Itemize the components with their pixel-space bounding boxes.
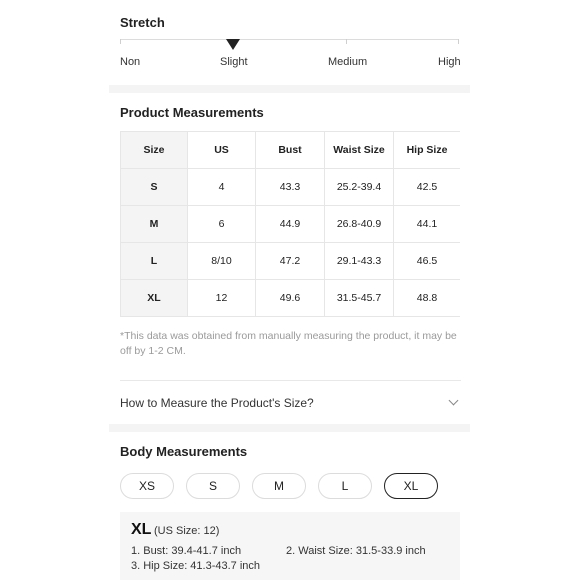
stretch-level-high: High <box>438 56 461 68</box>
section-separator <box>109 424 470 432</box>
table-row <box>121 206 461 243</box>
table-cell: M <box>121 206 188 243</box>
product-measurements-title: Product Measurements <box>120 105 264 120</box>
stretch-indicator-icon <box>226 39 240 50</box>
size-option-xl[interactable]: XL <box>384 473 438 499</box>
table-cell: 46.5 <box>394 243 461 280</box>
table-cell: 43.3 <box>256 169 325 206</box>
stretch-tick <box>346 39 347 44</box>
table-cell: 31.5-45.7 <box>325 280 394 317</box>
header-waist: Waist Size <box>325 132 394 169</box>
size-chart-table <box>120 131 460 317</box>
hip-measurement: 3. Hip Size: 41.3-43.7 inch <box>131 560 261 572</box>
stretch-level-medium: Medium <box>328 56 368 68</box>
table-cell: 44.9 <box>256 206 325 243</box>
table-cell: L <box>121 243 188 280</box>
body-measurement-detail <box>120 512 460 580</box>
table-cell: 29.1-43.3 <box>325 243 394 280</box>
body-measurements-title: Body Measurements <box>120 444 248 459</box>
divider <box>120 380 461 381</box>
header-hip: Hip Size <box>394 132 461 169</box>
table-cell: 6 <box>188 206 256 243</box>
stretch-section <box>109 0 470 85</box>
table-row <box>121 280 461 317</box>
header-bust: Bust <box>256 132 325 169</box>
size-option-xs[interactable]: XS <box>120 473 174 499</box>
measurement-disclaimer: *This data was obtained from manually measuring the product, it may be off by 1-2 CM. <box>120 330 457 357</box>
how-to-measure-label[interactable]: How to Measure the Product's Size? <box>120 396 314 410</box>
table-cell: 48.8 <box>394 280 461 317</box>
stretch-level-slight: Slight <box>220 56 248 68</box>
header-size: Size <box>121 132 188 169</box>
bust-measurement: 1. Bust: 39.4-41.7 inch <box>131 545 242 557</box>
table-cell: S <box>121 169 188 206</box>
size-option-l[interactable]: L <box>318 473 372 499</box>
table-cell: 47.2 <box>256 243 325 280</box>
table-cell: 8/10 <box>188 243 256 280</box>
table-cell: 42.5 <box>394 169 461 206</box>
table-cell: XL <box>121 280 188 317</box>
selected-size: XL <box>131 521 152 538</box>
table-cell: 26.8-40.9 <box>325 206 394 243</box>
stretch-scale-line <box>120 39 459 40</box>
table-header-row <box>121 132 461 169</box>
us-size: (US Size: 12) <box>154 525 220 537</box>
table-cell: 12 <box>188 280 256 317</box>
chevron-down-icon[interactable] <box>449 396 459 406</box>
table-cell: 25.2-39.4 <box>325 169 394 206</box>
stretch-tick <box>120 39 121 44</box>
size-option-m[interactable]: M <box>252 473 306 499</box>
table-cell: 44.1 <box>394 206 461 243</box>
stretch-title: Stretch <box>120 15 165 30</box>
size-option-s[interactable]: S <box>186 473 240 499</box>
stretch-tick <box>458 39 459 44</box>
waist-measurement: 2. Waist Size: 31.5-33.9 inch <box>286 545 426 557</box>
table-cell: 4 <box>188 169 256 206</box>
header-us: US <box>188 132 256 169</box>
table-cell: 49.6 <box>256 280 325 317</box>
section-separator <box>109 85 470 93</box>
table-row <box>121 243 461 280</box>
table-row <box>121 169 461 206</box>
stretch-level-non: Non <box>120 56 141 68</box>
